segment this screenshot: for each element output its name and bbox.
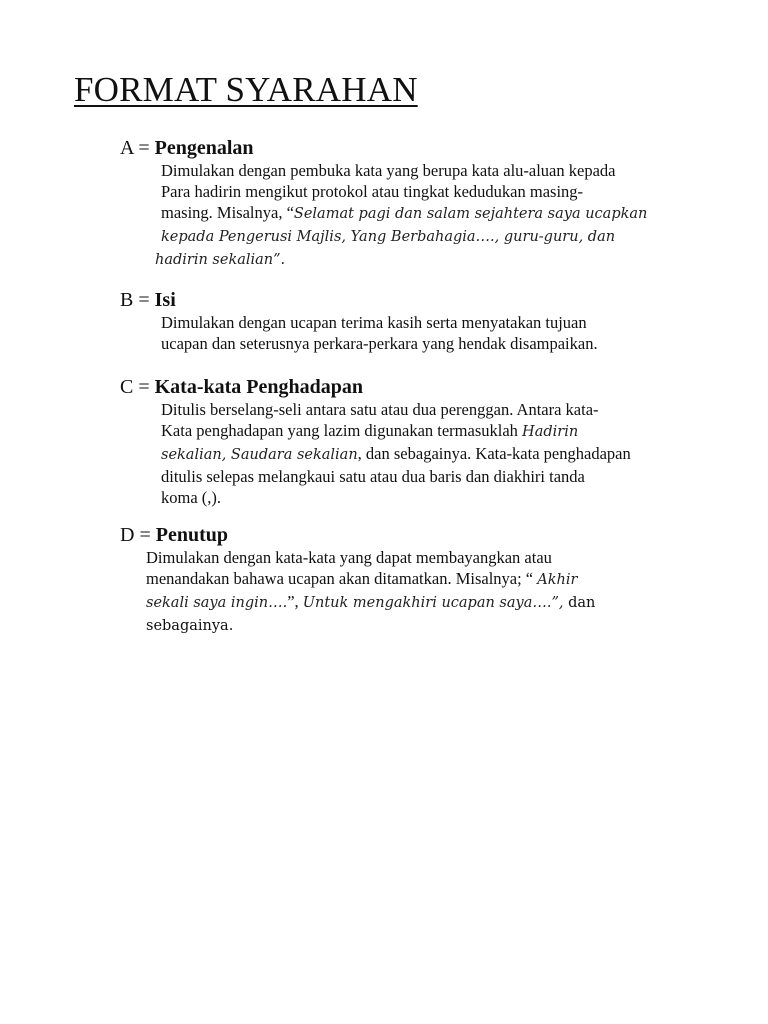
example-quote: Selamat pagi dan salam sejahtera saya ucapkan [293, 206, 648, 222]
body-line [161, 225, 647, 248]
example-quote: hadirin sekalian”. [155, 252, 286, 268]
body-line [146, 614, 595, 637]
section-pengenalan [120, 136, 647, 271]
section-letter: A = [120, 137, 155, 159]
body-text: ”, [287, 592, 303, 611]
section-letter: C = [120, 376, 155, 398]
body-text: masing. Misalnya, “ [161, 203, 294, 222]
body-line: Dimulakan dengan ucapan terima kasih serta menyatakan tujuan [161, 313, 587, 332]
section-name: Penutup [155, 524, 228, 546]
body-line: ucapan dan seterusnya perkara-perkara yang hendak disampaikan. [161, 334, 598, 353]
body-line: Para hadirin mengikut protokol atau tingkat kedudukan masing- [161, 182, 584, 201]
section-heading-kata-kata-penghadapan [120, 375, 631, 399]
body-text: dan [563, 595, 596, 611]
section-name: Isi [154, 289, 176, 311]
body-line: koma (,). [161, 488, 222, 507]
section-heading-pengenalan [120, 136, 647, 160]
body-line [161, 420, 631, 443]
body-line [161, 202, 647, 225]
body-line: ditulis selepas melangkaui satu atau dua baris dan diakhiri tanda [161, 467, 585, 486]
section-kata-kata-penghadapan [120, 375, 631, 508]
section-letter: D = [120, 524, 156, 546]
section-isi [120, 288, 598, 354]
example-quote: kepada Pengerusi Majlis, Yang Berbahagia…., guru-guru, dan [161, 229, 616, 245]
body-line [161, 443, 631, 466]
body-line: Dimulakan dengan pembuka kata yang berupa kata alu-aluan kepada [161, 161, 616, 180]
example-quote: Hadirin [522, 424, 579, 440]
section-heading-isi [120, 288, 598, 312]
section-body [161, 399, 631, 508]
section-body [155, 160, 648, 271]
body-text: Kata penghadapan yang lazim digunakan termasuklah [161, 421, 523, 440]
section-body [146, 547, 595, 637]
body-line [155, 248, 647, 271]
body-text: sebagainya. [146, 618, 234, 634]
example-quote: Akhir [537, 572, 578, 588]
section-letter: B = [120, 289, 155, 311]
section-name: Kata-kata Penghadapan [154, 376, 363, 398]
section-penutup [120, 523, 595, 637]
example-quote: sekali saya ingin…. [146, 595, 288, 611]
example-quote: Untuk mengakhiri ucapan saya….”, [302, 595, 564, 611]
body-text: menandakan bahawa ucapan akan ditamatkan. Misalnya; “ [146, 569, 538, 588]
body-line: Ditulis berselang-seli antara satu atau dua perenggan. Antara kata- [161, 400, 599, 419]
example-quote: sekalian, Saudara sekalian [161, 447, 358, 463]
body-line: Dimulakan dengan kata-kata yang dapat membayangkan atau [146, 548, 552, 567]
body-line [146, 568, 595, 591]
section-name: Pengenalan [154, 137, 254, 159]
body-line [146, 591, 595, 614]
section-body [161, 312, 598, 354]
body-text: , dan sebagainya. Kata-kata penghadapan [357, 444, 631, 463]
page-title: FORMAT SYARAHAN [74, 70, 418, 109]
section-heading-penutup [120, 523, 595, 547]
